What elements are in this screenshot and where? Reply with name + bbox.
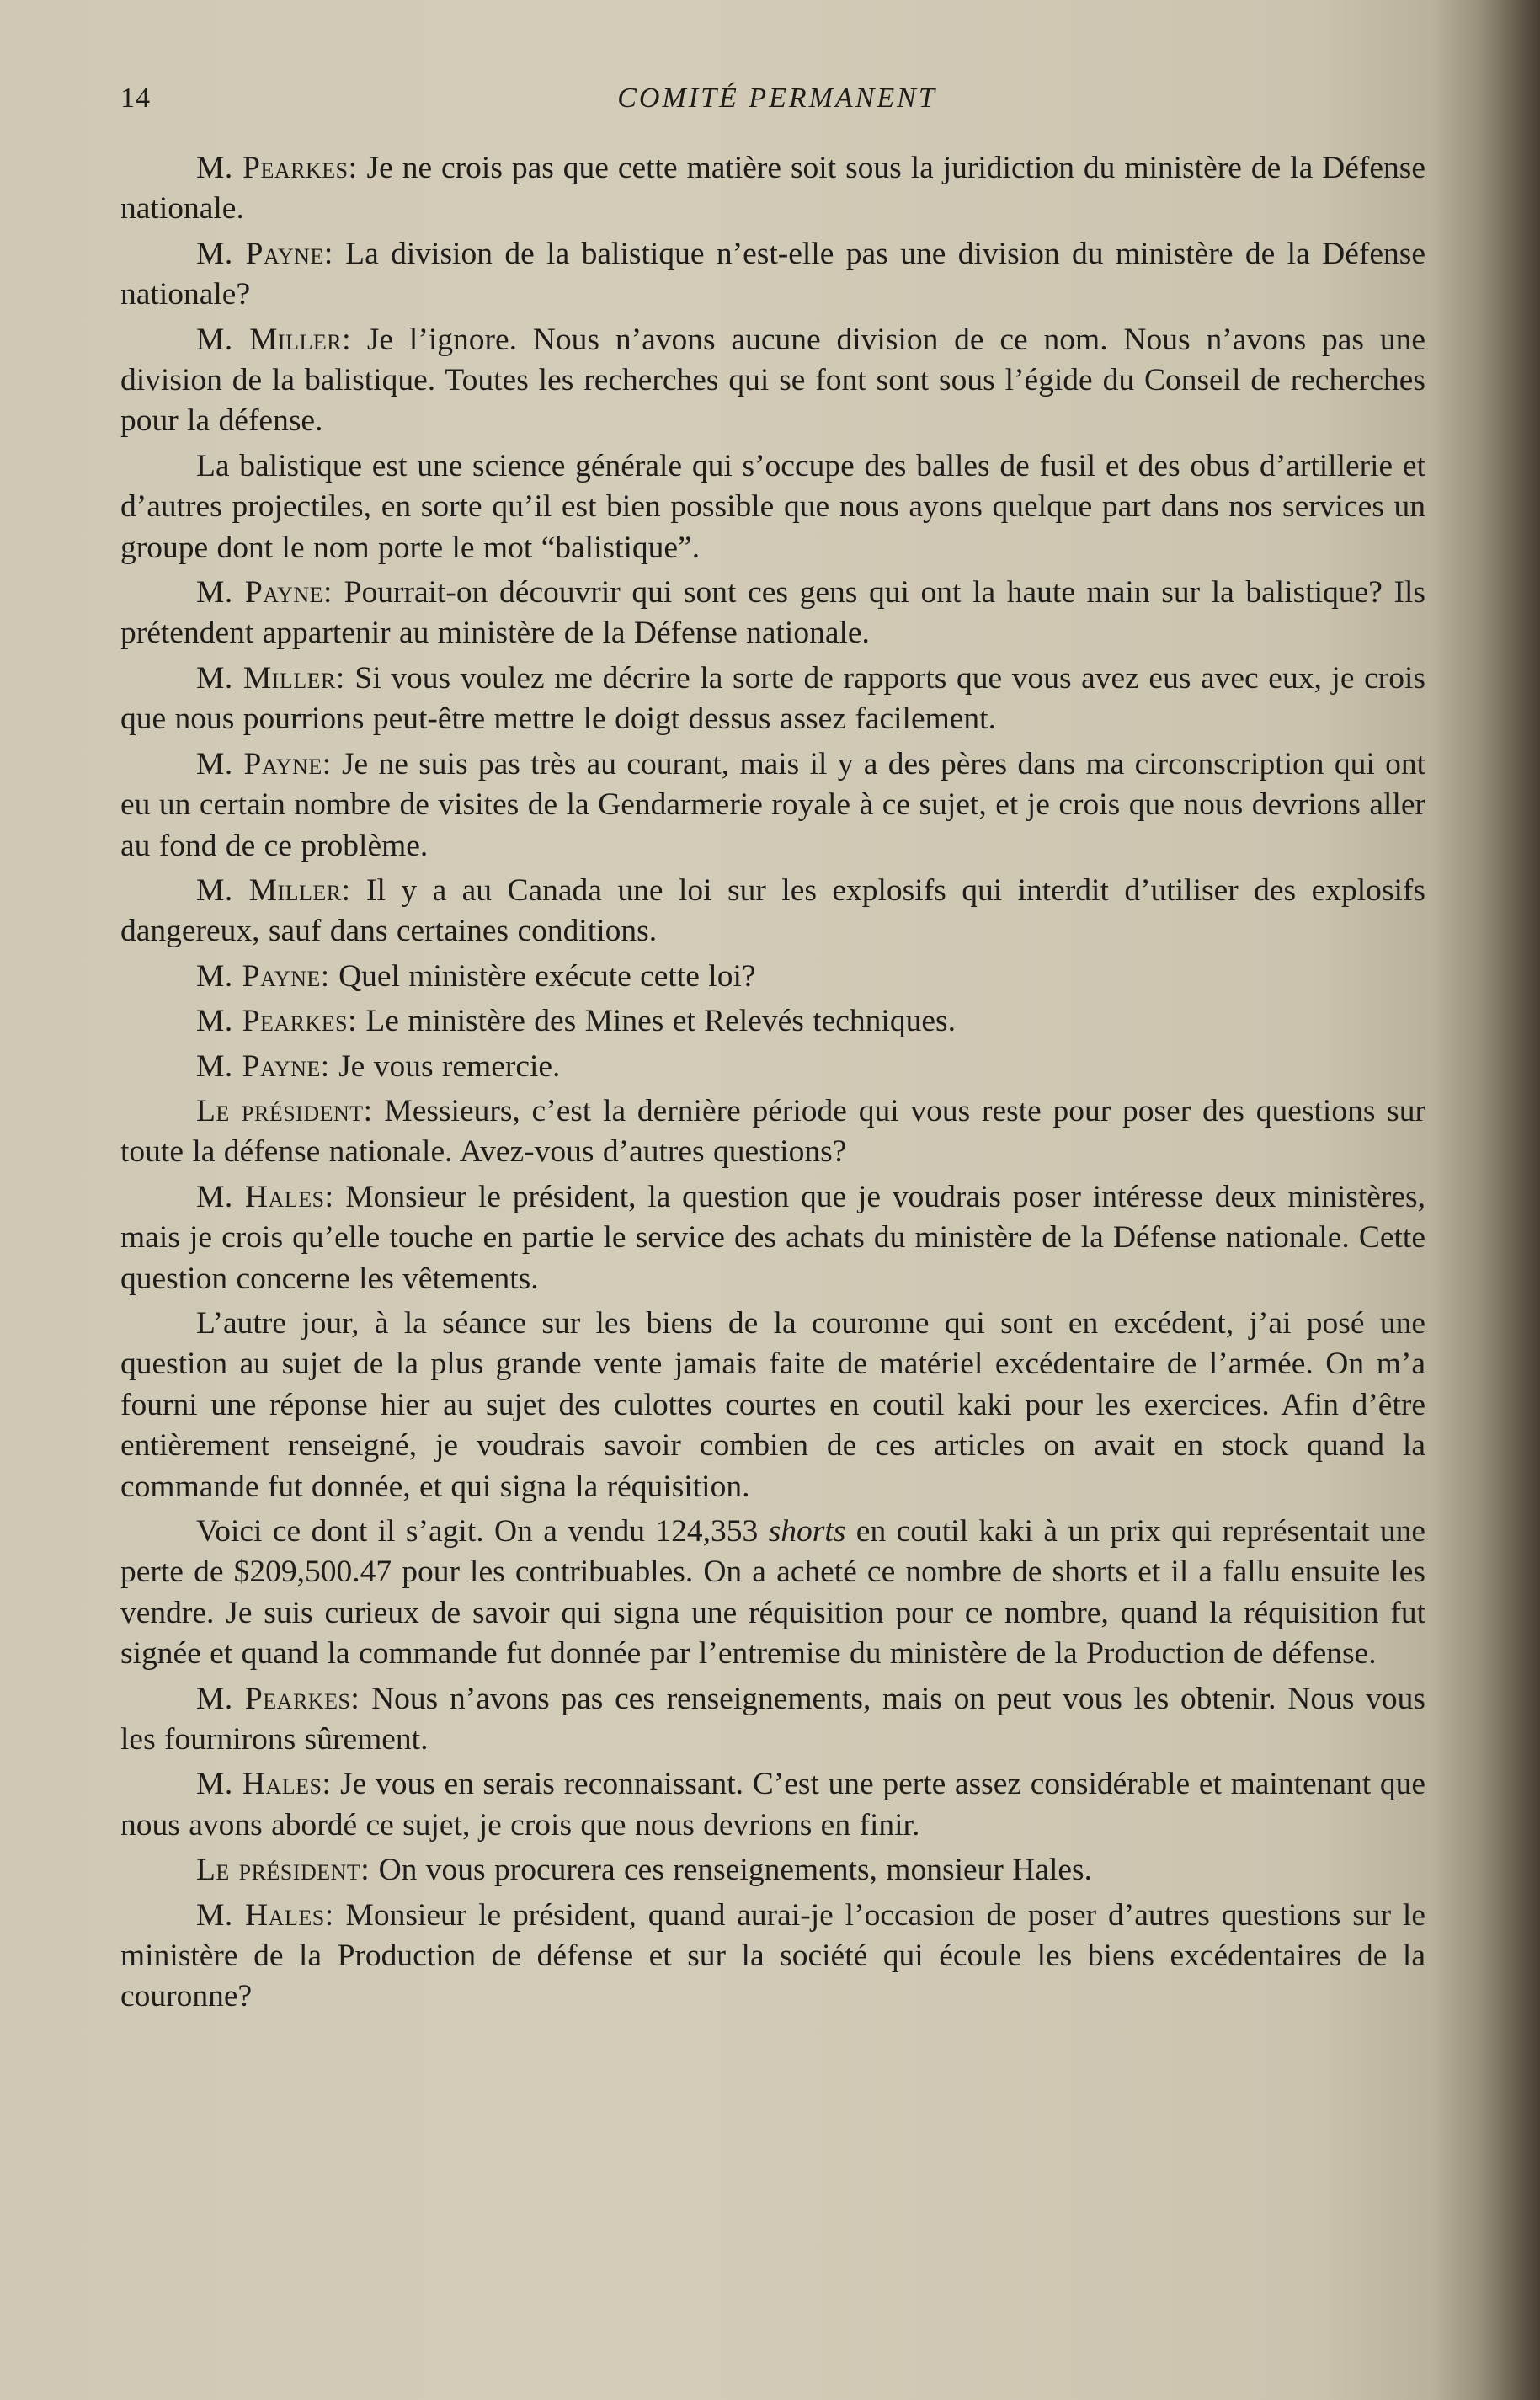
speech-text: Je l’ignore. Nous n’avons aucune division de ce nom. Nous n’avons pas une division de la balistique. Toutes les recherches qui se font sont sous l’égide du Conseil de recherches pour la défense. xyxy=(120,322,1426,439)
speaker-name: M. Pearkes : xyxy=(196,151,358,185)
paragraph xyxy=(120,957,1425,997)
paragraph xyxy=(120,1177,1425,1299)
paragraph xyxy=(120,1047,1425,1087)
paragraph xyxy=(120,1850,1425,1891)
speaker-name: M. Miller : xyxy=(196,873,351,908)
speech-text: Nous n’avons pas ces renseignements, mais on peut vous les obtenir. Nous vous les fournirons sûrement. xyxy=(120,1681,1425,1757)
speech-text: Si vous voulez me décrire la sorte de rapports que vous avez eus avec eux, je crois que nous pourrions peut-être mettre le doigt dessus assez facilement. xyxy=(120,660,1425,737)
speaker-name: M. Payne : xyxy=(196,959,330,994)
speech-text: La division de la balistique n’est-elle pas une division du ministère de la Défense nationale? xyxy=(120,236,1425,312)
speaker-name: Le président : xyxy=(196,1853,370,1887)
paragraph-text: La balistique est une science générale qui s’occupe des balles de fusil et des obus d’artillerie et d’autres projectiles, en sorte qu’il est bien possible que nous ayons quelque part dans nos services un groupe dont le nom porte le mot “balistique”. xyxy=(120,448,1425,565)
paragraph-text-after: en coutil kaki à un prix qui représentait une perte de $209,500.47 pour les contribuables. On a acheté ce nombre de shorts et il a fallu ensuite les vendre. Je suis curieux de savoir qui signa une réquisition pour ce nombre, quand la réquisition fut signée et quand la commande fut donnée par l’entremise du ministère de la Production de défense. xyxy=(120,1514,1425,1672)
paragraph xyxy=(120,1304,1425,1507)
paragraph xyxy=(120,1896,1425,2018)
speech-text: Le ministère des Mines et Relevés techniques. xyxy=(365,1004,956,1039)
speaker-name: M. Pearkes : xyxy=(196,1682,360,1716)
speaker-name: M. Miller : xyxy=(196,323,351,357)
speaker-name: M. Payne : xyxy=(196,1049,330,1084)
speaker-name: M. Hales : xyxy=(196,1767,331,1801)
speech-text: Je vous remercie. xyxy=(338,1048,561,1084)
speaker-name: M. Miller : xyxy=(196,661,345,696)
speaker-name: M. Hales : xyxy=(196,1898,334,1933)
paragraph xyxy=(120,1679,1425,1761)
paragraph xyxy=(120,871,1425,952)
paragraph xyxy=(120,1512,1425,1675)
speaker-name: M. Payne : xyxy=(196,575,333,610)
paragraph xyxy=(120,234,1425,316)
paragraph xyxy=(120,148,1425,230)
speaker-name: M. Payne : xyxy=(196,237,333,271)
paragraph xyxy=(120,659,1425,740)
paragraph-text: L’autre jour, à la séance sur les biens de la couronne qui sont en excédent, j’ai posé une question au sujet de la plus grande vente jamais faite de matériel excédentaire de l’armée. On m’a fourni une réponse hier au sujet des culottes courtes en coutil kaki pour les exercices. Afin d’être entièrement renseigné, je voudrais savoir combien de ces articles on avait en stock quand la commande fut donnée, et qui signa la réquisition. xyxy=(120,1305,1425,1504)
speech-text: Je ne suis pas très au courant, mais il y a des pères dans ma circonscription qui ont eu un certain nombre de visites de la Gendarmerie royale à ce sujet, et je crois que nous devrions aller au fond de ce problème. xyxy=(120,746,1425,863)
speech-text: Monsieur le président, la question que je voudrais poser intéresse deux ministères, mais je crois qu’elle touche en partie le service des achats du ministère de la Défense nationale. Cette question concerne les vêtements. xyxy=(120,1179,1425,1296)
speaker-name: M. Payne : xyxy=(196,747,332,781)
speaker-name: M. Pearkes : xyxy=(196,1004,357,1038)
page-number: 14 xyxy=(120,83,151,114)
paragraph xyxy=(120,446,1425,568)
running-head: COMITÉ PERMANENT xyxy=(617,83,937,114)
speech-text: On vous procurera ces renseignements, monsieur Hales. xyxy=(378,1853,1092,1888)
speech-text: Messieurs, c’est la dernière période qui vous reste pour poser des questions sur toute la défense nationale. Avez-vous d’autres questions? xyxy=(120,1093,1425,1170)
speaker-name: Le président : xyxy=(196,1094,373,1128)
speech-text: Monsieur le président, quand aurai-je l’occasion de poser d’autres questions sur le ministère de la Production de défense et sur la société qui écoule les biens excédentaires de la couronne? xyxy=(120,1897,1425,2014)
binding-shadow xyxy=(1481,0,1540,2400)
speech-text: Je ne crois pas que cette matière soit sous la juridiction du ministère de la Défense nationale. xyxy=(120,151,1426,227)
speech-text: Il y a au Canada une loi sur les explosifs qui interdit d’utiliser des explosifs dangereux, sauf dans certaines conditions. xyxy=(120,872,1425,949)
page-header xyxy=(120,83,1434,125)
transcript-body xyxy=(120,148,1425,2022)
paragraph xyxy=(120,1001,1425,1042)
speaker-name: M. Hales : xyxy=(196,1180,334,1214)
paragraph xyxy=(120,573,1425,654)
paragraph xyxy=(120,744,1425,867)
paragraph xyxy=(120,1764,1425,1846)
paragraph-text-before: Voici ce dont il s’agit. On a vendu 124,353 xyxy=(196,1514,769,1549)
speech-text: Pourrait-on découvrir qui sont ces gens qui ont la haute main sur la balistique? Ils prétendent appartenir au ministère de la Défense nationale. xyxy=(120,575,1425,651)
paragraph xyxy=(120,320,1425,442)
paragraph xyxy=(120,1091,1425,1173)
speech-text: Quel ministère exécute cette loi? xyxy=(338,958,756,994)
paragraph-text-italic: shorts xyxy=(768,1514,846,1549)
speech-text: Je vous en serais reconnaissant. C’est une perte assez considérable et maintenant que nous avons abordé ce sujet, je crois que nous devrions en finir. xyxy=(120,1767,1426,1843)
